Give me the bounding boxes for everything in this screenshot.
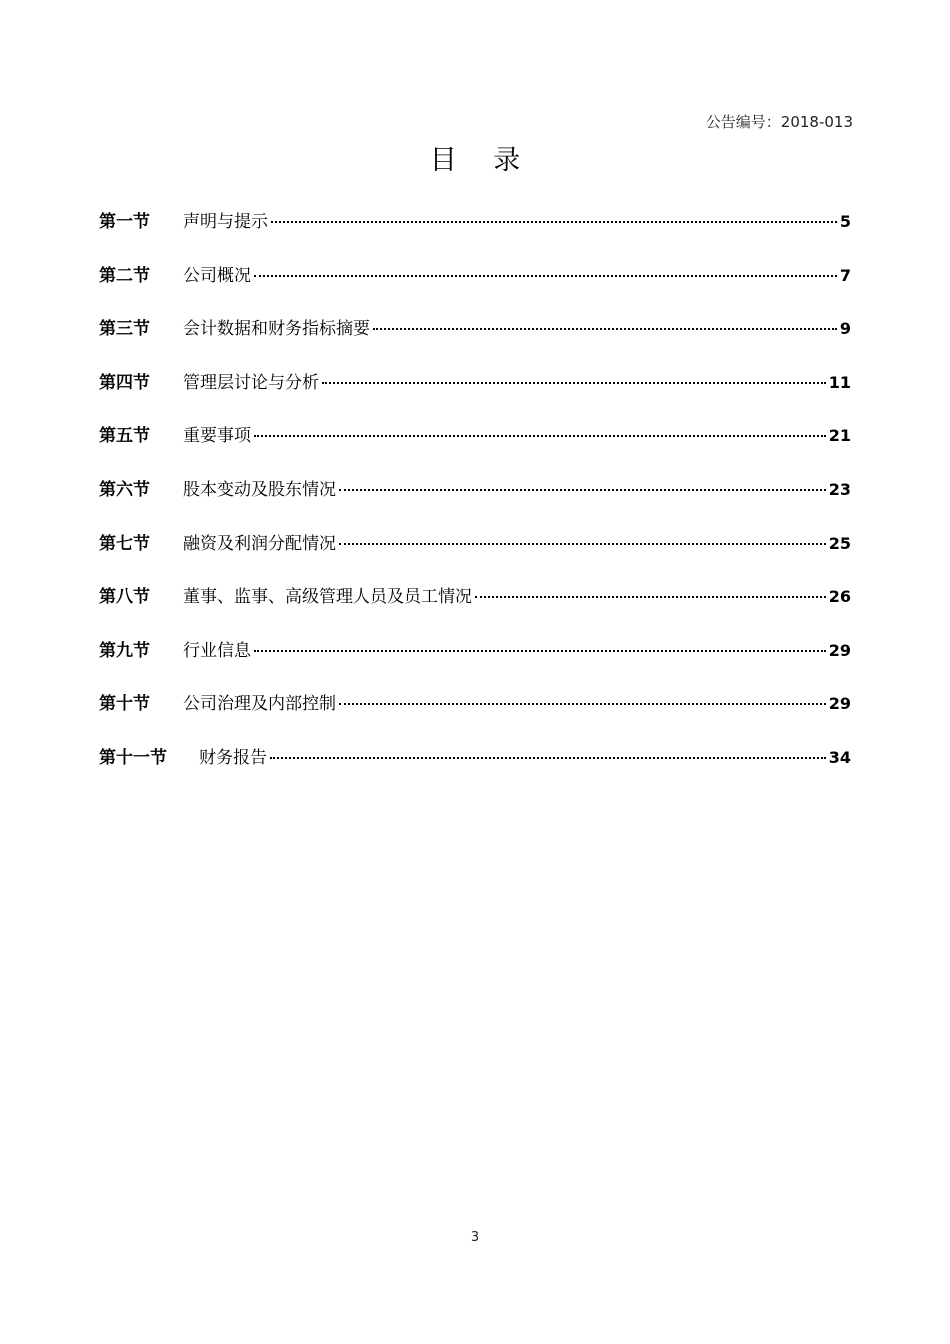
section-title: 公司治理及内部控制: [183, 694, 336, 715]
section-title: 董事、监事、高级管理人员及员工情况: [183, 587, 472, 608]
section-number: 第十一节: [99, 747, 167, 768]
section-number: 第八节: [99, 587, 150, 608]
toc-entry-11[interactable]: [99, 736, 851, 790]
section-title: 行业信息: [183, 640, 251, 661]
section-page: 29: [828, 640, 851, 660]
section-number: 第十节: [99, 694, 150, 715]
section-page: 23: [828, 479, 851, 499]
section-title: 管理层讨论与分析: [183, 372, 319, 393]
section-number: 第三节: [99, 319, 150, 340]
dot-leader: [373, 328, 837, 330]
section-page: 7: [839, 265, 851, 285]
section-page: 26: [828, 587, 851, 607]
toc-entry-9[interactable]: [99, 629, 851, 683]
dot-leader: [254, 435, 826, 437]
section-title: 会计数据和财务指标摘要: [183, 319, 370, 340]
section-page: 11: [828, 372, 851, 392]
toc-entry-7[interactable]: [99, 522, 851, 576]
section-page: 9: [839, 319, 851, 339]
toc-title: 目 录: [429, 145, 535, 176]
toc-entry-6[interactable]: [99, 468, 851, 522]
section-number: 第七节: [99, 533, 150, 554]
dot-leader: [475, 596, 826, 598]
section-page: 25: [828, 533, 851, 553]
section-title: 财务报告: [199, 747, 267, 768]
section-page: 5: [839, 212, 851, 231]
section-title: 重要事项: [183, 426, 251, 447]
toc-entry-8[interactable]: [99, 575, 851, 629]
table-of-contents: [99, 200, 851, 790]
section-number: 第二节: [99, 265, 150, 286]
notice-number: 公告编号：2018-013: [705, 113, 853, 131]
dot-leader: [271, 221, 837, 223]
dot-leader: [339, 543, 826, 545]
toc-entry-10[interactable]: [99, 682, 851, 736]
section-number: 第四节: [99, 372, 150, 393]
toc-entry-3[interactable]: [99, 307, 851, 361]
toc-entry-4[interactable]: [99, 361, 851, 415]
page-number: 3: [470, 1230, 480, 1245]
section-page: 29: [828, 694, 851, 714]
section-number: 第一节: [99, 212, 150, 232]
section-page: 21: [828, 426, 851, 446]
toc-entry-5[interactable]: [99, 414, 851, 468]
dot-leader: [339, 703, 826, 705]
section-number: 第九节: [99, 640, 150, 661]
dot-leader: [270, 757, 826, 759]
dot-leader: [339, 489, 826, 491]
section-page: 34: [828, 747, 851, 767]
section-number: 第五节: [99, 426, 150, 447]
section-number: 第六节: [99, 479, 150, 500]
dot-leader: [322, 382, 826, 384]
toc-entry-2[interactable]: [99, 254, 851, 308]
section-title: 融资及利润分配情况: [183, 533, 336, 554]
toc-entry-1[interactable]: [99, 200, 851, 254]
section-title: 声明与提示: [183, 212, 268, 232]
dot-leader: [254, 650, 826, 652]
section-title: 公司概况: [183, 265, 251, 286]
dot-leader: [254, 275, 837, 277]
section-title: 股本变动及股东情况: [183, 479, 336, 500]
